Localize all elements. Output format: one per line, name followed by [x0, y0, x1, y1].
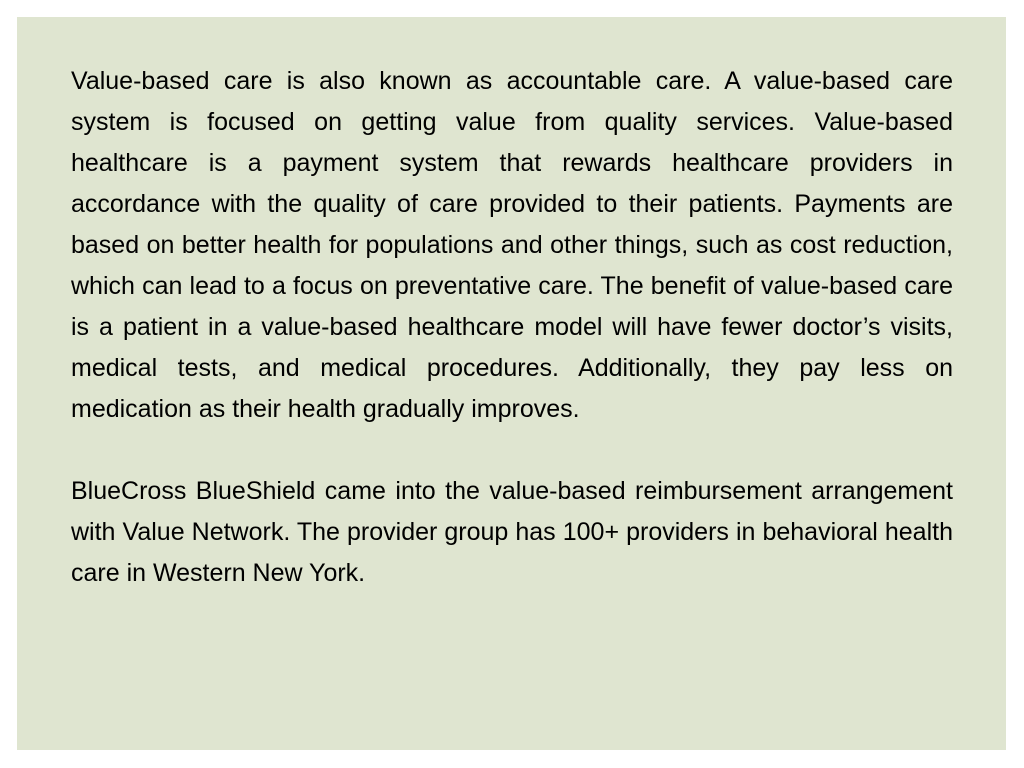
paragraph-bluecross-blueshield: BlueCross BlueShield came into the value-based reimbursement arrangement with Value Network. The provider group has 100+ providers in behavioral health care in Western New York. [71, 477, 953, 587]
slide-panel [17, 17, 1006, 750]
slide-text-body [71, 61, 953, 594]
paragraph-value-based-care: Value-based care is also known as accountable care. A value-based care system is focused on getting value from quality services. Value-based healthcare is a payment system that rewards healthcare providers in accordance with the quality of care provided to their patients. Payments are based on better health for populations and other things, such as cost reduction, which can lead to a focus on preventative care. The benefit of value-based care is a patient in a value-based healthcare model will have fewer doctor’s visits, medical tests, and medical procedures. Additionally, they pay less on medication as their health gradually improves. [71, 67, 953, 423]
